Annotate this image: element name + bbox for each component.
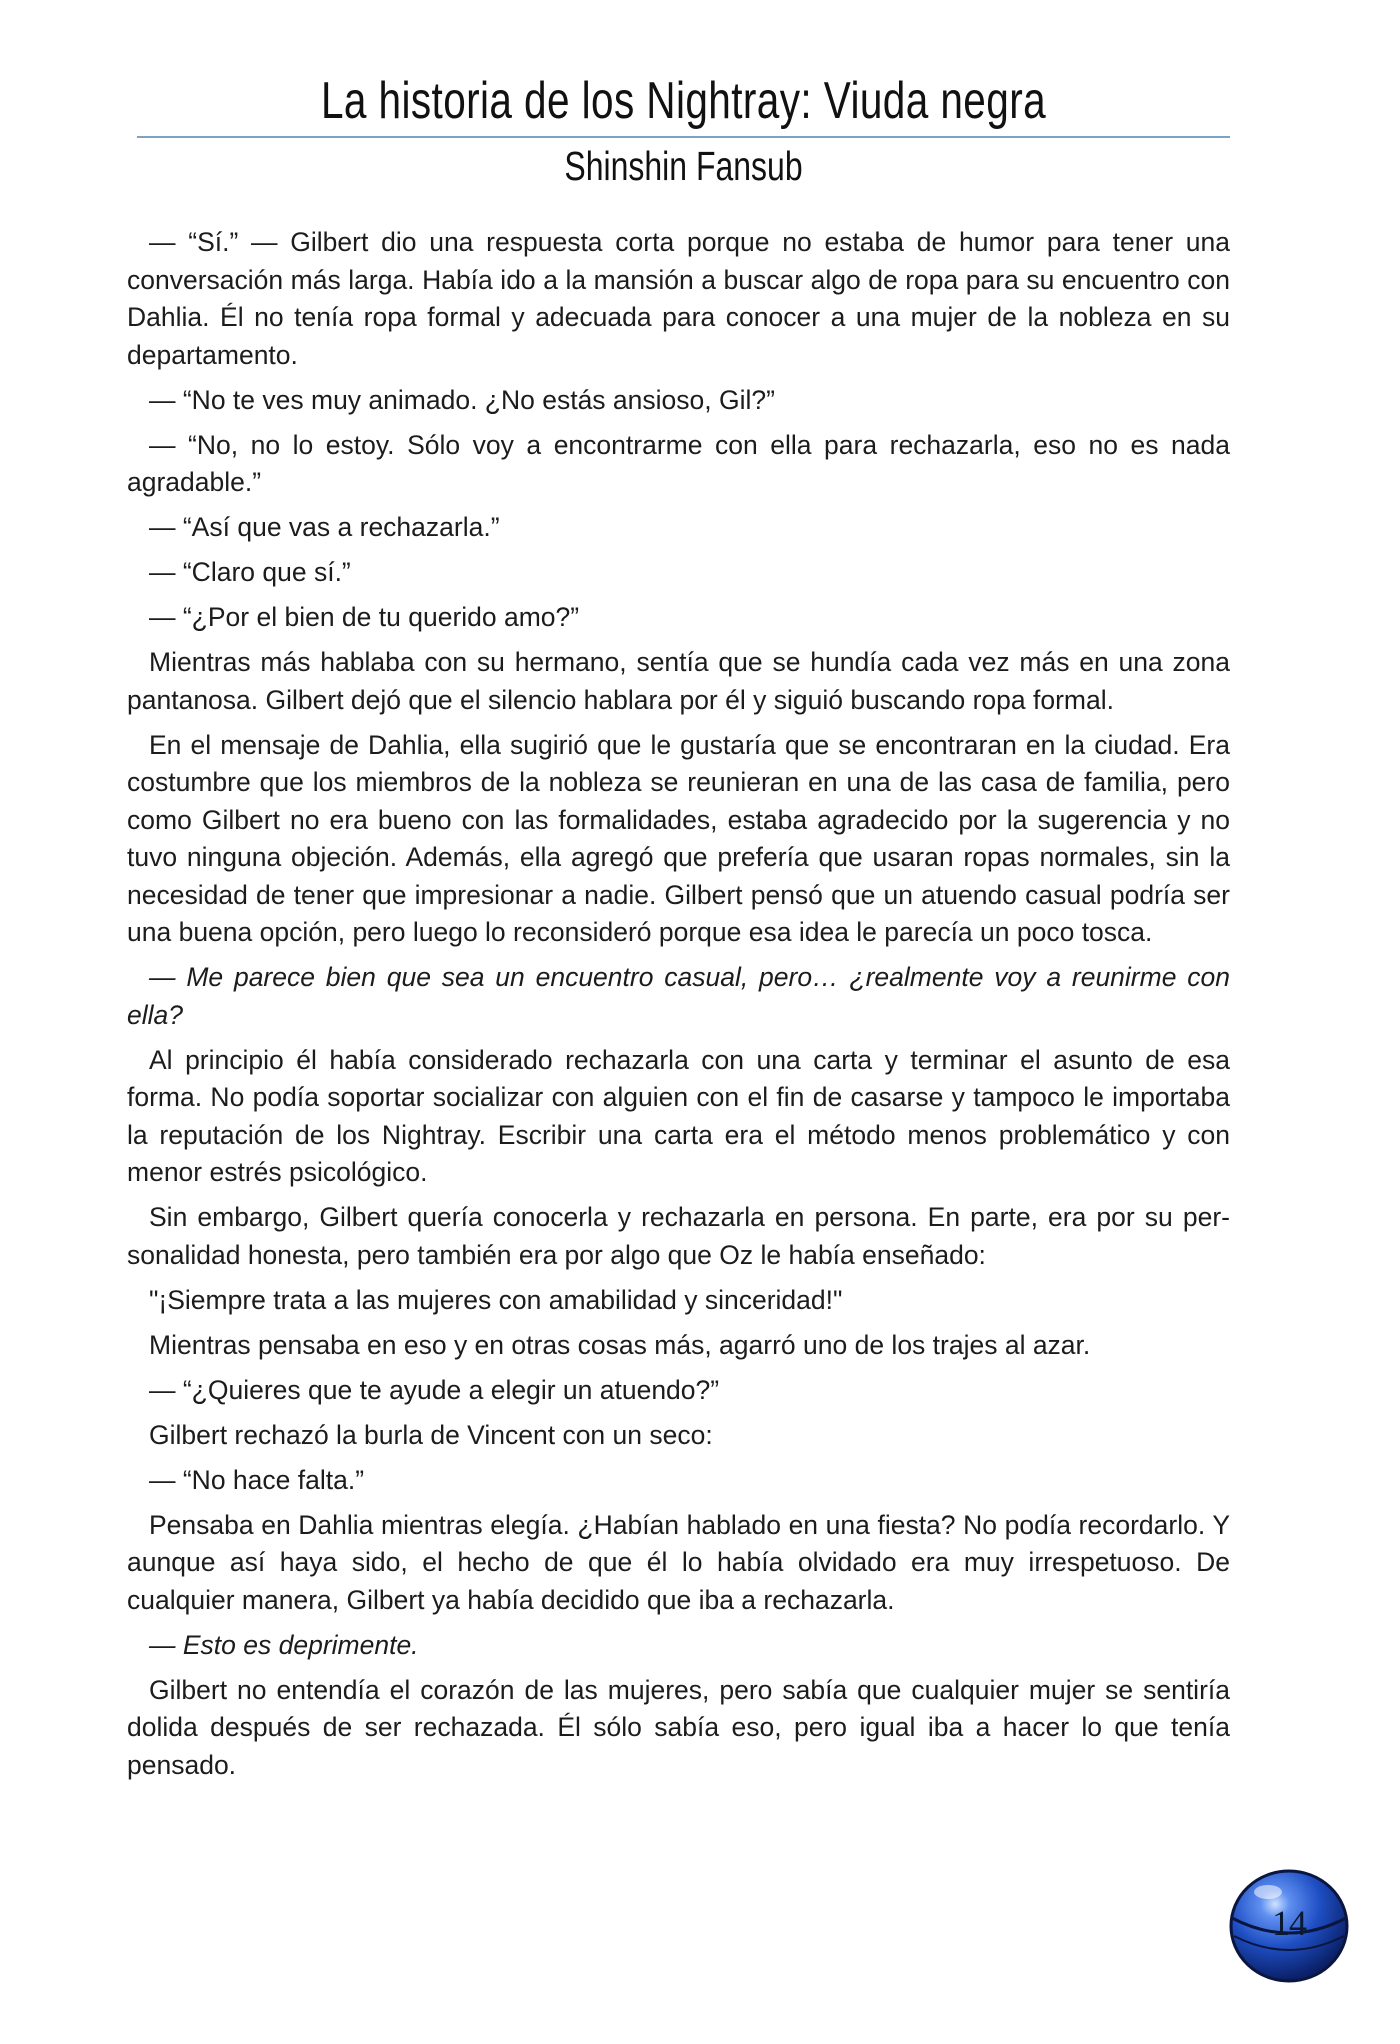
paragraph: En el mensaje de Dahlia, ella sugirió que le gustaría que se encontraran en la ciudad. Era costumbre que los miembros de la nobleza se reunieran en una de las casa de familia, pero como Gilbert no era bueno con las formalidades, estaba agradecido por la sugerencia y no tuvo ninguna objeción. Además, ella agregó que prefería que usaran ropas normales, sin la necesidad de tener que impresionar a nadie. Gilbert pensó que un atuendo casual podría ser una buena opción, pero luego lo reconsideró porque esa idea le parecía un poco tosca. — [127, 729, 1230, 947]
title-divider — [137, 136, 1230, 138]
document-title: La historia de los Nightray: Viuda negra — [320, 72, 1047, 130]
page-number: 14 — [1272, 1903, 1306, 1943]
document-subtitle: Shinshin Fansub — [564, 143, 803, 189]
page-number-badge — [1228, 1866, 1350, 1984]
paragraph: — “No, no lo estoy. Sólo voy a encontrarme con ella para rechazarla, eso no es nada agradable.” — [127, 429, 1230, 497]
page-header — [137, 68, 1230, 192]
paragraph: Mientras pensaba en eso y en otras cosas más, agarró uno de los trajes al azar. — [149, 1329, 1091, 1360]
paragraph: Mientras más hablaba con su hermano, sentía que se hundía cada vez más en una zona pantanosa. Gilbert dejó que el silencio hablara por él y siguió buscando ropa formal. — [127, 647, 1230, 715]
body-text — [127, 224, 1230, 1792]
paragraph: Gilbert no entendía el corazón de las mujeres, pero sabía que cualquier mujer se sentiría dolida después de ser rechazada. Él sólo sabía eso, pero igual iba a hacer lo que tenía pensado. — [127, 1674, 1230, 1780]
paragraph: "¡Siempre trata a las mujeres con amabilidad y sinceridad!" — [149, 1284, 843, 1315]
paragraph: — “¿Por el bien de tu querido amo?” — [149, 602, 580, 632]
paragraph: Pensaba en Dahlia mientras elegía. ¿Habían hablado en una fiesta? No podía recordarlo. Y aunque así haya sido, el hecho de que él lo había olvidado era muy irrespetuoso. De cualquier manera, Gilbert ya había decidido que iba a rechazarla. — [127, 1509, 1230, 1615]
paragraph: Sin embargo, Gilbert quería conocerla y rechazarla en persona. En parte, era por su personalidad honesta, pero también era por algo que Oz le había enseñado: — [127, 1202, 1230, 1270]
paragraph: — “No te ves muy animado. ¿No estás ansioso, Gil?” — [149, 384, 775, 415]
paragraph: — “No hace falta.” — [149, 1464, 365, 1495]
paragraph: — Esto es deprimente. — [149, 1629, 419, 1660]
paragraph: — “Claro que sí.” — [149, 557, 351, 587]
paragraph: — “¿Quieres que te ayude a elegir un atuendo?” — [149, 1374, 720, 1405]
paragraph: — “Así que vas a rechazarla.” — [149, 512, 500, 542]
paragraph: Gilbert rechazó la burla de Vincent con un seco: — [149, 1419, 713, 1450]
paragraph: — Me parece bien que sea un encuentro casual, pero… ¿realmente voy a reunirme con ella? — [127, 962, 1230, 1030]
paragraph: Al principio él había considerado rechazarla con una carta y terminar el asunto de esa forma. No podía soportar socializar con alguien con el fin de casarse y tampoco le importaba la reputación de los Nightray. Escribir una carta era el método menos problemático y con menor estrés psicológico. — [127, 1044, 1230, 1187]
paragraph: — “Sí.” — Gilbert dio una respuesta corta porque no estaba de humor para tener una conversación más larga. Había ido a la mansión a buscar algo de ropa para su encuentro con Dahlia. Él no tenía ropa formal y adecuada para conocer a una mujer de la nobleza en su departamento. — [127, 227, 1230, 370]
